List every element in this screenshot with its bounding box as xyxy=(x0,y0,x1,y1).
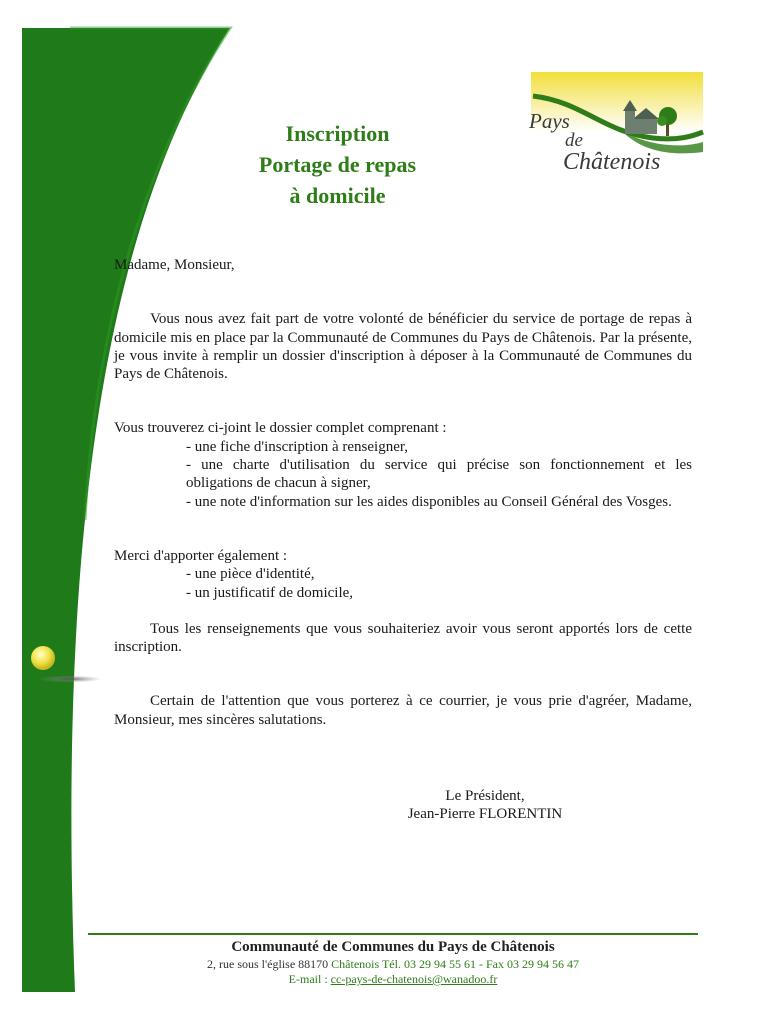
footer xyxy=(88,935,698,987)
signature-block xyxy=(380,787,590,824)
pieces-list xyxy=(186,565,692,602)
title-line-2: Portage de repas xyxy=(258,152,417,177)
dossier-list xyxy=(186,438,692,511)
pays-de-chatenois-logo xyxy=(523,72,709,178)
footer-email-label: E-mail : xyxy=(288,972,328,986)
paragraph-info: Tous les renseignements que vous souhaiteriez avoir vous seront apportés lors de cette inscription. xyxy=(114,620,692,656)
letter-body xyxy=(114,256,692,729)
logo-word-de: de xyxy=(565,130,583,151)
paragraph-intro: Vous nous avez fait part de votre volonté de bénéficier du service de portage de repas à domicile mis en place par la Communauté de Communes du Pays de Châtenois. Par la présente, je vous invite à remplir un dossier d'inscription à déposer à la Communauté de Communes du Pays de Châtenois. xyxy=(114,311,692,383)
footer-address-line xyxy=(88,957,698,972)
list-item: - un justificatif de domicile, xyxy=(186,584,354,601)
title-line-3: à domicile xyxy=(289,183,386,208)
list-item: - une charte d'utilisation du service qui précise son fonctionnement et les obligations de chacun à signer, xyxy=(186,457,692,492)
logo-word-pays: Pays xyxy=(529,109,570,133)
pieces-intro: Merci d'apporter également : xyxy=(114,547,288,564)
list-item: - une note d'information sur les aides disponibles au Conseil Général des Vosges. xyxy=(186,493,672,510)
list-item: - une fiche d'inscription à renseigner, xyxy=(186,438,409,455)
signature-role: Le Président, xyxy=(445,788,525,804)
dossier-intro: Vous trouverez ci-joint le dossier complet comprenant : xyxy=(114,420,447,437)
document-title xyxy=(210,118,465,211)
logo-word-chatenois: Châtenois xyxy=(563,149,661,175)
sphere-bullet-icon xyxy=(30,645,102,685)
footer-tel: Tél. 03 29 94 55 61 - xyxy=(381,957,483,971)
footer-email-link[interactable]: cc-pays-de-chatenois@wanadoo.fr xyxy=(330,972,498,986)
list-item: - une pièce d'identité, xyxy=(186,566,315,583)
footer-address: 2, rue sous l'église 88170 xyxy=(207,957,329,971)
footer-city: Châtenois xyxy=(331,957,380,971)
salutation: Madame, Monsieur, xyxy=(114,257,235,273)
title-line-1: Inscription xyxy=(285,121,390,146)
signature-name: Jean-Pierre FLORENTIN xyxy=(407,806,563,823)
footer-fax: Fax 03 29 94 56 47 xyxy=(485,957,579,971)
footer-email-line xyxy=(88,972,698,987)
footer-org-name: Communauté de Communes du Pays de Châtenois xyxy=(231,939,555,955)
paragraph-closing: Certain de l'attention que vous porterez à ce courrier, je vous prie d'agréer, Madame, Monsieur, mes sincères salutations. xyxy=(114,693,692,728)
